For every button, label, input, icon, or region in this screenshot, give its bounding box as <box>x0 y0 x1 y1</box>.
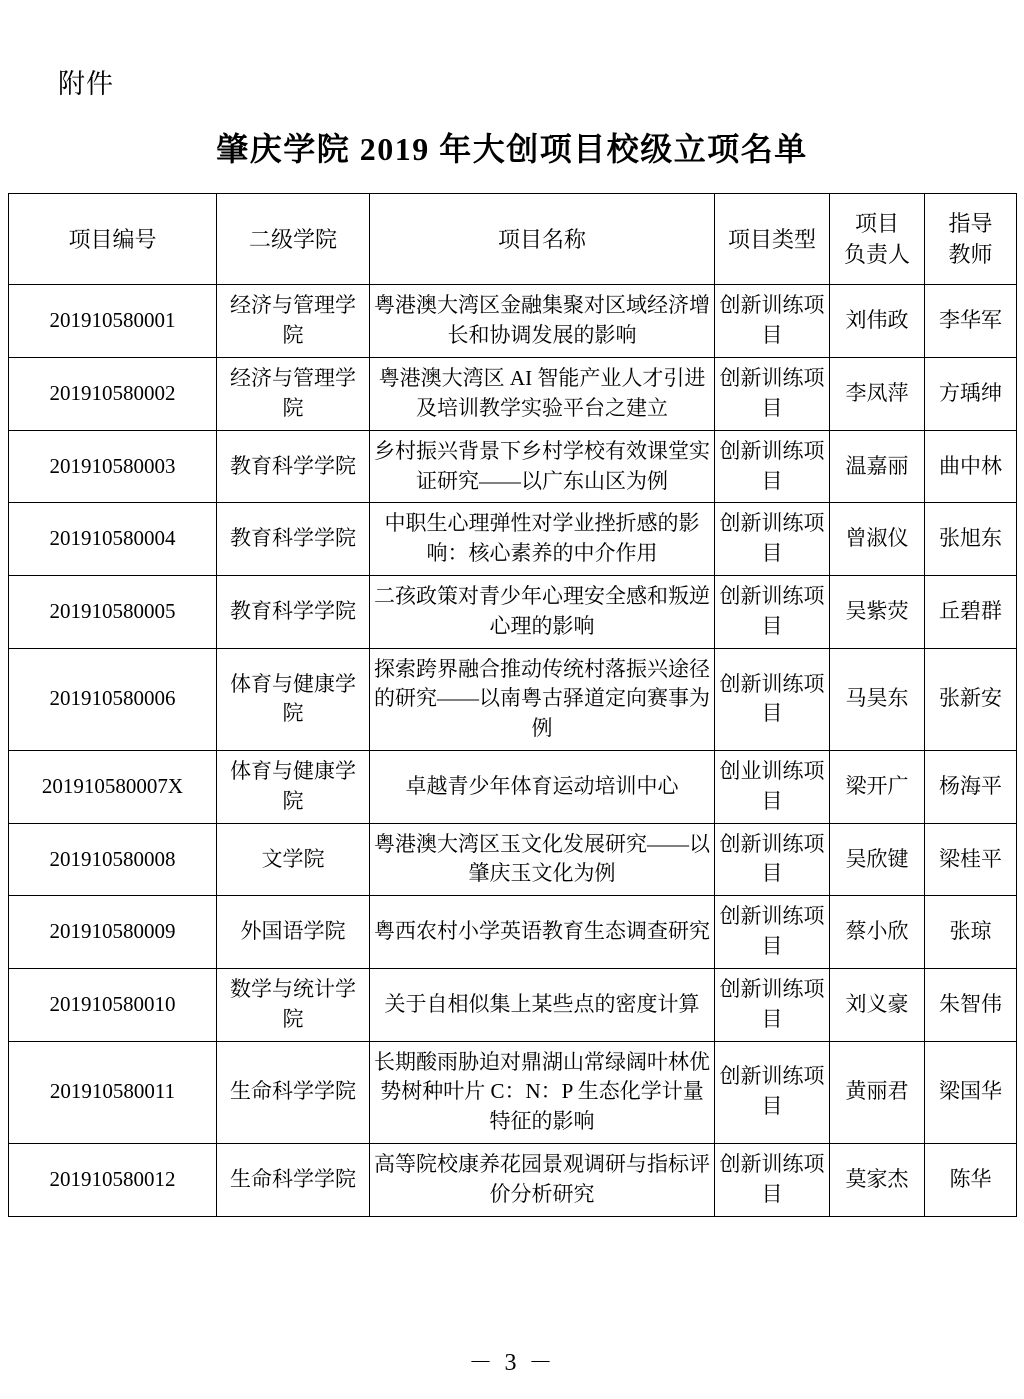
cell-college: 外国语学院 <box>217 896 370 969</box>
cell-project-leader: 刘义豪 <box>830 968 925 1041</box>
column-header-project-leader-line1: 项目 <box>854 211 899 236</box>
cell-project-leader: 吴欣键 <box>830 823 925 896</box>
cell-project-type: 创业训练项目 <box>715 751 830 824</box>
cell-project-id: 201910580011 <box>9 1041 217 1143</box>
cell-advisor: 梁桂平 <box>925 823 1017 896</box>
cell-project-leader: 曾淑仪 <box>830 503 925 576</box>
cell-project-type: 创新训练项目 <box>715 1143 830 1216</box>
cell-advisor: 杨海平 <box>925 751 1017 824</box>
project-list-table <box>8 193 1017 1217</box>
cell-project-id: 201910580010 <box>9 968 217 1041</box>
table-row <box>9 896 1017 969</box>
cell-college: 体育与健康学院 <box>217 648 370 750</box>
cell-college: 数学与统计学院 <box>217 968 370 1041</box>
cell-project-type: 创新训练项目 <box>715 358 830 431</box>
table-row <box>9 358 1017 431</box>
cell-advisor: 张新安 <box>925 648 1017 750</box>
cell-project-type: 创新训练项目 <box>715 1041 830 1143</box>
cell-project-id: 201910580012 <box>9 1143 217 1216</box>
table-row <box>9 430 1017 503</box>
cell-project-leader: 梁开广 <box>830 751 925 824</box>
table-row <box>9 968 1017 1041</box>
cell-project-leader: 吴紫荧 <box>830 575 925 648</box>
cell-project-leader: 黄丽君 <box>830 1041 925 1143</box>
cell-project-type: 创新训练项目 <box>715 285 830 358</box>
cell-advisor: 梁国华 <box>925 1041 1017 1143</box>
column-header-advisor-line2: 教师 <box>948 242 993 268</box>
cell-project-type: 创新训练项目 <box>715 896 830 969</box>
column-header-project-name: 项目名称 <box>370 194 715 285</box>
table-header <box>9 194 1017 285</box>
cell-project-type: 创新训练项目 <box>715 503 830 576</box>
cell-project-leader: 莫家杰 <box>830 1143 925 1216</box>
table-row <box>9 1143 1017 1216</box>
cell-advisor: 张旭东 <box>925 503 1017 576</box>
cell-project-id: 201910580001 <box>9 285 217 358</box>
table-row <box>9 285 1017 358</box>
cell-advisor: 李华军 <box>925 285 1017 358</box>
column-header-project-type: 项目类型 <box>715 194 830 285</box>
cell-advisor: 张琼 <box>925 896 1017 969</box>
cell-college: 生命科学学院 <box>217 1143 370 1216</box>
cell-project-leader: 马昊东 <box>830 648 925 750</box>
cell-advisor: 朱智伟 <box>925 968 1017 1041</box>
cell-college: 经济与管理学院 <box>217 358 370 431</box>
cell-project-name: 粤港澳大湾区 AI 智能产业人才引进及培训教学实验平台之建立 <box>370 358 715 431</box>
cell-project-id: 201910580007X <box>9 751 217 824</box>
cell-project-leader: 蔡小欣 <box>830 896 925 969</box>
cell-project-name: 乡村振兴背景下乡村学校有效课堂实证研究——以广东山区为例 <box>370 430 715 503</box>
cell-project-id: 201910580008 <box>9 823 217 896</box>
table-header-row <box>9 194 1017 285</box>
cell-project-name: 二孩政策对青少年心理安全感和叛逆心理的影响 <box>370 575 715 648</box>
cell-college: 教育科学学院 <box>217 575 370 648</box>
table-row <box>9 648 1017 750</box>
cell-college: 文学院 <box>217 823 370 896</box>
cell-project-id: 201910580004 <box>9 503 217 576</box>
column-header-project-leader <box>830 194 925 285</box>
project-list-table-wrapper <box>8 193 1016 1217</box>
cell-project-leader: 温嘉丽 <box>830 430 925 503</box>
cell-project-type: 创新训练项目 <box>715 968 830 1041</box>
cell-advisor: 丘碧群 <box>925 575 1017 648</box>
cell-project-leader: 李凤萍 <box>830 358 925 431</box>
page-title: 肇庆学院 2019 年大创项目校级立项名单 <box>216 131 808 167</box>
cell-college: 教育科学学院 <box>217 430 370 503</box>
table-body <box>9 285 1017 1216</box>
column-header-advisor-line1: 指导 <box>948 211 993 236</box>
cell-project-type: 创新训练项目 <box>715 575 830 648</box>
cell-project-id: 201910580002 <box>9 358 217 431</box>
table-row <box>9 503 1017 576</box>
cell-project-name: 长期酸雨胁迫对鼎湖山常绿阔叶林优势树种叶片 C：N：P 生态化学计量特征的影响 <box>370 1041 715 1143</box>
column-header-college: 二级学院 <box>217 194 370 285</box>
cell-college: 生命科学学院 <box>217 1041 370 1143</box>
column-header-project-leader-line2: 负责人 <box>843 242 910 268</box>
cell-project-name: 粤西农村小学英语教育生态调查研究 <box>370 896 715 969</box>
cell-project-leader: 刘伟政 <box>830 285 925 358</box>
cell-college: 体育与健康学院 <box>217 751 370 824</box>
table-row <box>9 823 1017 896</box>
cell-project-type: 创新训练项目 <box>715 823 830 896</box>
table-row <box>9 751 1017 824</box>
cell-project-name: 中职生心理弹性对学业挫折感的影响：核心素养的中介作用 <box>370 503 715 576</box>
cell-advisor: 陈华 <box>925 1143 1017 1216</box>
cell-college: 教育科学学院 <box>217 503 370 576</box>
cell-project-name: 关于自相似集上某些点的密度计算 <box>370 968 715 1041</box>
table-row <box>9 1041 1017 1143</box>
cell-project-id: 201910580009 <box>9 896 217 969</box>
cell-project-id: 201910580003 <box>9 430 217 503</box>
cell-project-id: 201910580006 <box>9 648 217 750</box>
page-number: － 3 － <box>468 1350 556 1376</box>
cell-project-type: 创新训练项目 <box>715 430 830 503</box>
cell-project-name: 高等院校康养花园景观调研与指标评价分析研究 <box>370 1143 715 1216</box>
cell-advisor: 方瑀绅 <box>925 358 1017 431</box>
cell-project-name: 粤港澳大湾区金融集聚对区域经济增长和协调发展的影响 <box>370 285 715 358</box>
cell-project-name: 卓越青少年体育运动培训中心 <box>370 751 715 824</box>
column-header-project-id: 项目编号 <box>9 194 217 285</box>
cell-college: 经济与管理学院 <box>217 285 370 358</box>
table-row <box>9 575 1017 648</box>
cell-project-type: 创新训练项目 <box>715 648 830 750</box>
cell-advisor: 曲中林 <box>925 430 1017 503</box>
cell-project-id: 201910580005 <box>9 575 217 648</box>
attachment-label: 附件 <box>58 69 114 99</box>
cell-project-name: 探索跨界融合推动传统村落振兴途径的研究——以南粤古驿道定向赛事为例 <box>370 648 715 750</box>
column-header-advisor <box>925 194 1017 285</box>
cell-project-name: 粤港澳大湾区玉文化发展研究——以肇庆玉文化为例 <box>370 823 715 896</box>
